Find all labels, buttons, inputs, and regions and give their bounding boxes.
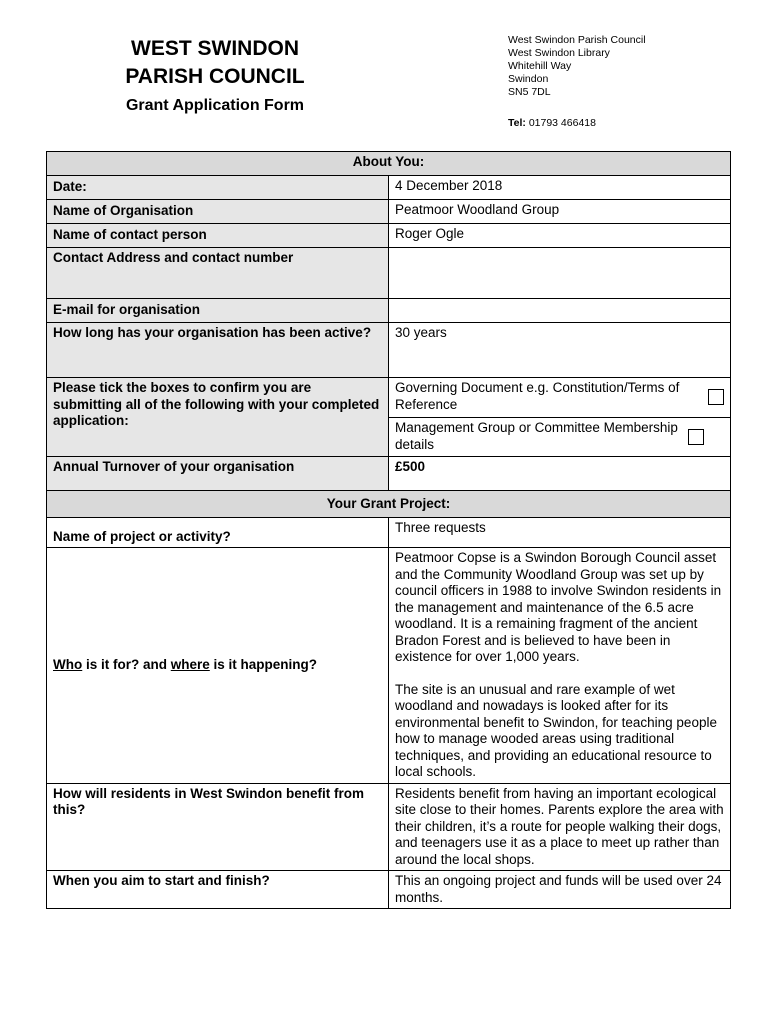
email-label: E-mail for organisation [47,299,389,323]
section-header-grant-project: Your Grant Project: [47,491,731,518]
who-label-word: Who [53,657,83,672]
organisation-name-label: Name of Organisation [47,200,389,224]
project-name-field[interactable]: Three requests [389,518,731,548]
form-header [90,35,340,115]
address-line: Whitehill Way [508,60,572,72]
who-label-text: is it for? and [82,657,171,672]
committee-details-checkbox[interactable] [688,429,704,445]
who-where-label [47,548,389,784]
address-line: West Swindon Parish Council [508,34,646,46]
address-line: Swindon [508,73,549,85]
address-line: SN5 7DL [508,86,551,98]
who-where-paragraph-2: The site is an unusual and rare example of wet woodland and nowadays is looked after for its environmental benefit to Swindon, for teaching people how to manage wooded areas using traditional techniques, and providing an educational resource to local schools. [395,681,717,779]
timing-field[interactable]: This an ongoing project and funds will be used over 24 months. [389,871,731,909]
council-address [508,34,646,130]
email-field[interactable] [389,299,731,323]
tick-item-governing-document [389,378,731,418]
council-name-line1: WEST SWINDON [131,37,299,60]
annual-turnover-field[interactable]: £500 [389,457,731,491]
date-field[interactable]: 4 December 2018 [389,176,731,200]
address-line: West Swindon Library [508,47,610,59]
tick-item-committee-details [389,418,731,457]
contact-address-label: Contact Address and contact number [47,248,389,299]
resident-benefit-field[interactable]: Residents benefit from having an important ecological site close to their homes. Parents explore the area with their children, it’s a route for people walking their dogs, and teenagers use it as a place to meet up rather than around the local shops. [389,783,731,871]
contact-person-label: Name of contact person [47,224,389,248]
who-where-paragraph-1: Peatmoor Copse is a Swindon Borough Council asset and the Community Woodland Group was set up by council officers in 1988 to involve Swindon residents in the management and maintenance of the 6.5 acre woodland. It is a remaining fragment of the ancient Bradon Forest and is believed to have been in existence for over 1,000 years. [395,550,722,664]
governing-document-label: Governing Document e.g. Constitution/Terms of Reference [395,380,680,412]
annual-turnover-label: Annual Turnover of your organisation [47,457,389,491]
timing-label: When you aim to start and finish? [47,871,389,909]
telephone [508,117,646,130]
council-name-line2: PARISH COUNCIL [125,65,305,88]
active-duration-label: How long has your organisation has been active? [47,323,389,378]
contact-person-field[interactable]: Roger Ogle [389,224,731,248]
contact-address-field[interactable] [389,248,731,299]
governing-document-checkbox[interactable] [708,389,724,405]
who-label-end: is it happening? [209,657,318,672]
organisation-name-field[interactable]: Peatmoor Woodland Group [389,200,731,224]
committee-details-label: Management Group or Committee Membership details [395,420,678,452]
date-label: Date: [47,176,389,200]
section-header-about-you: About You: [47,152,731,176]
form-title: Grant Application Form [125,97,305,114]
active-duration-field[interactable]: 30 years [389,323,731,378]
application-form-table [46,151,731,909]
telephone-value: 01793 466418 [528,117,596,129]
who-where-field[interactable] [389,548,731,784]
tick-boxes-label: Please tick the boxes to confirm you are submitting all of the following with your completed application: [47,378,389,457]
where-label-word: where [170,657,210,672]
project-name-label: Name of project or activity? [47,518,389,548]
telephone-label: Tel: [508,117,526,129]
resident-benefit-label: How will residents in West Swindon benefit from this? [47,783,389,871]
